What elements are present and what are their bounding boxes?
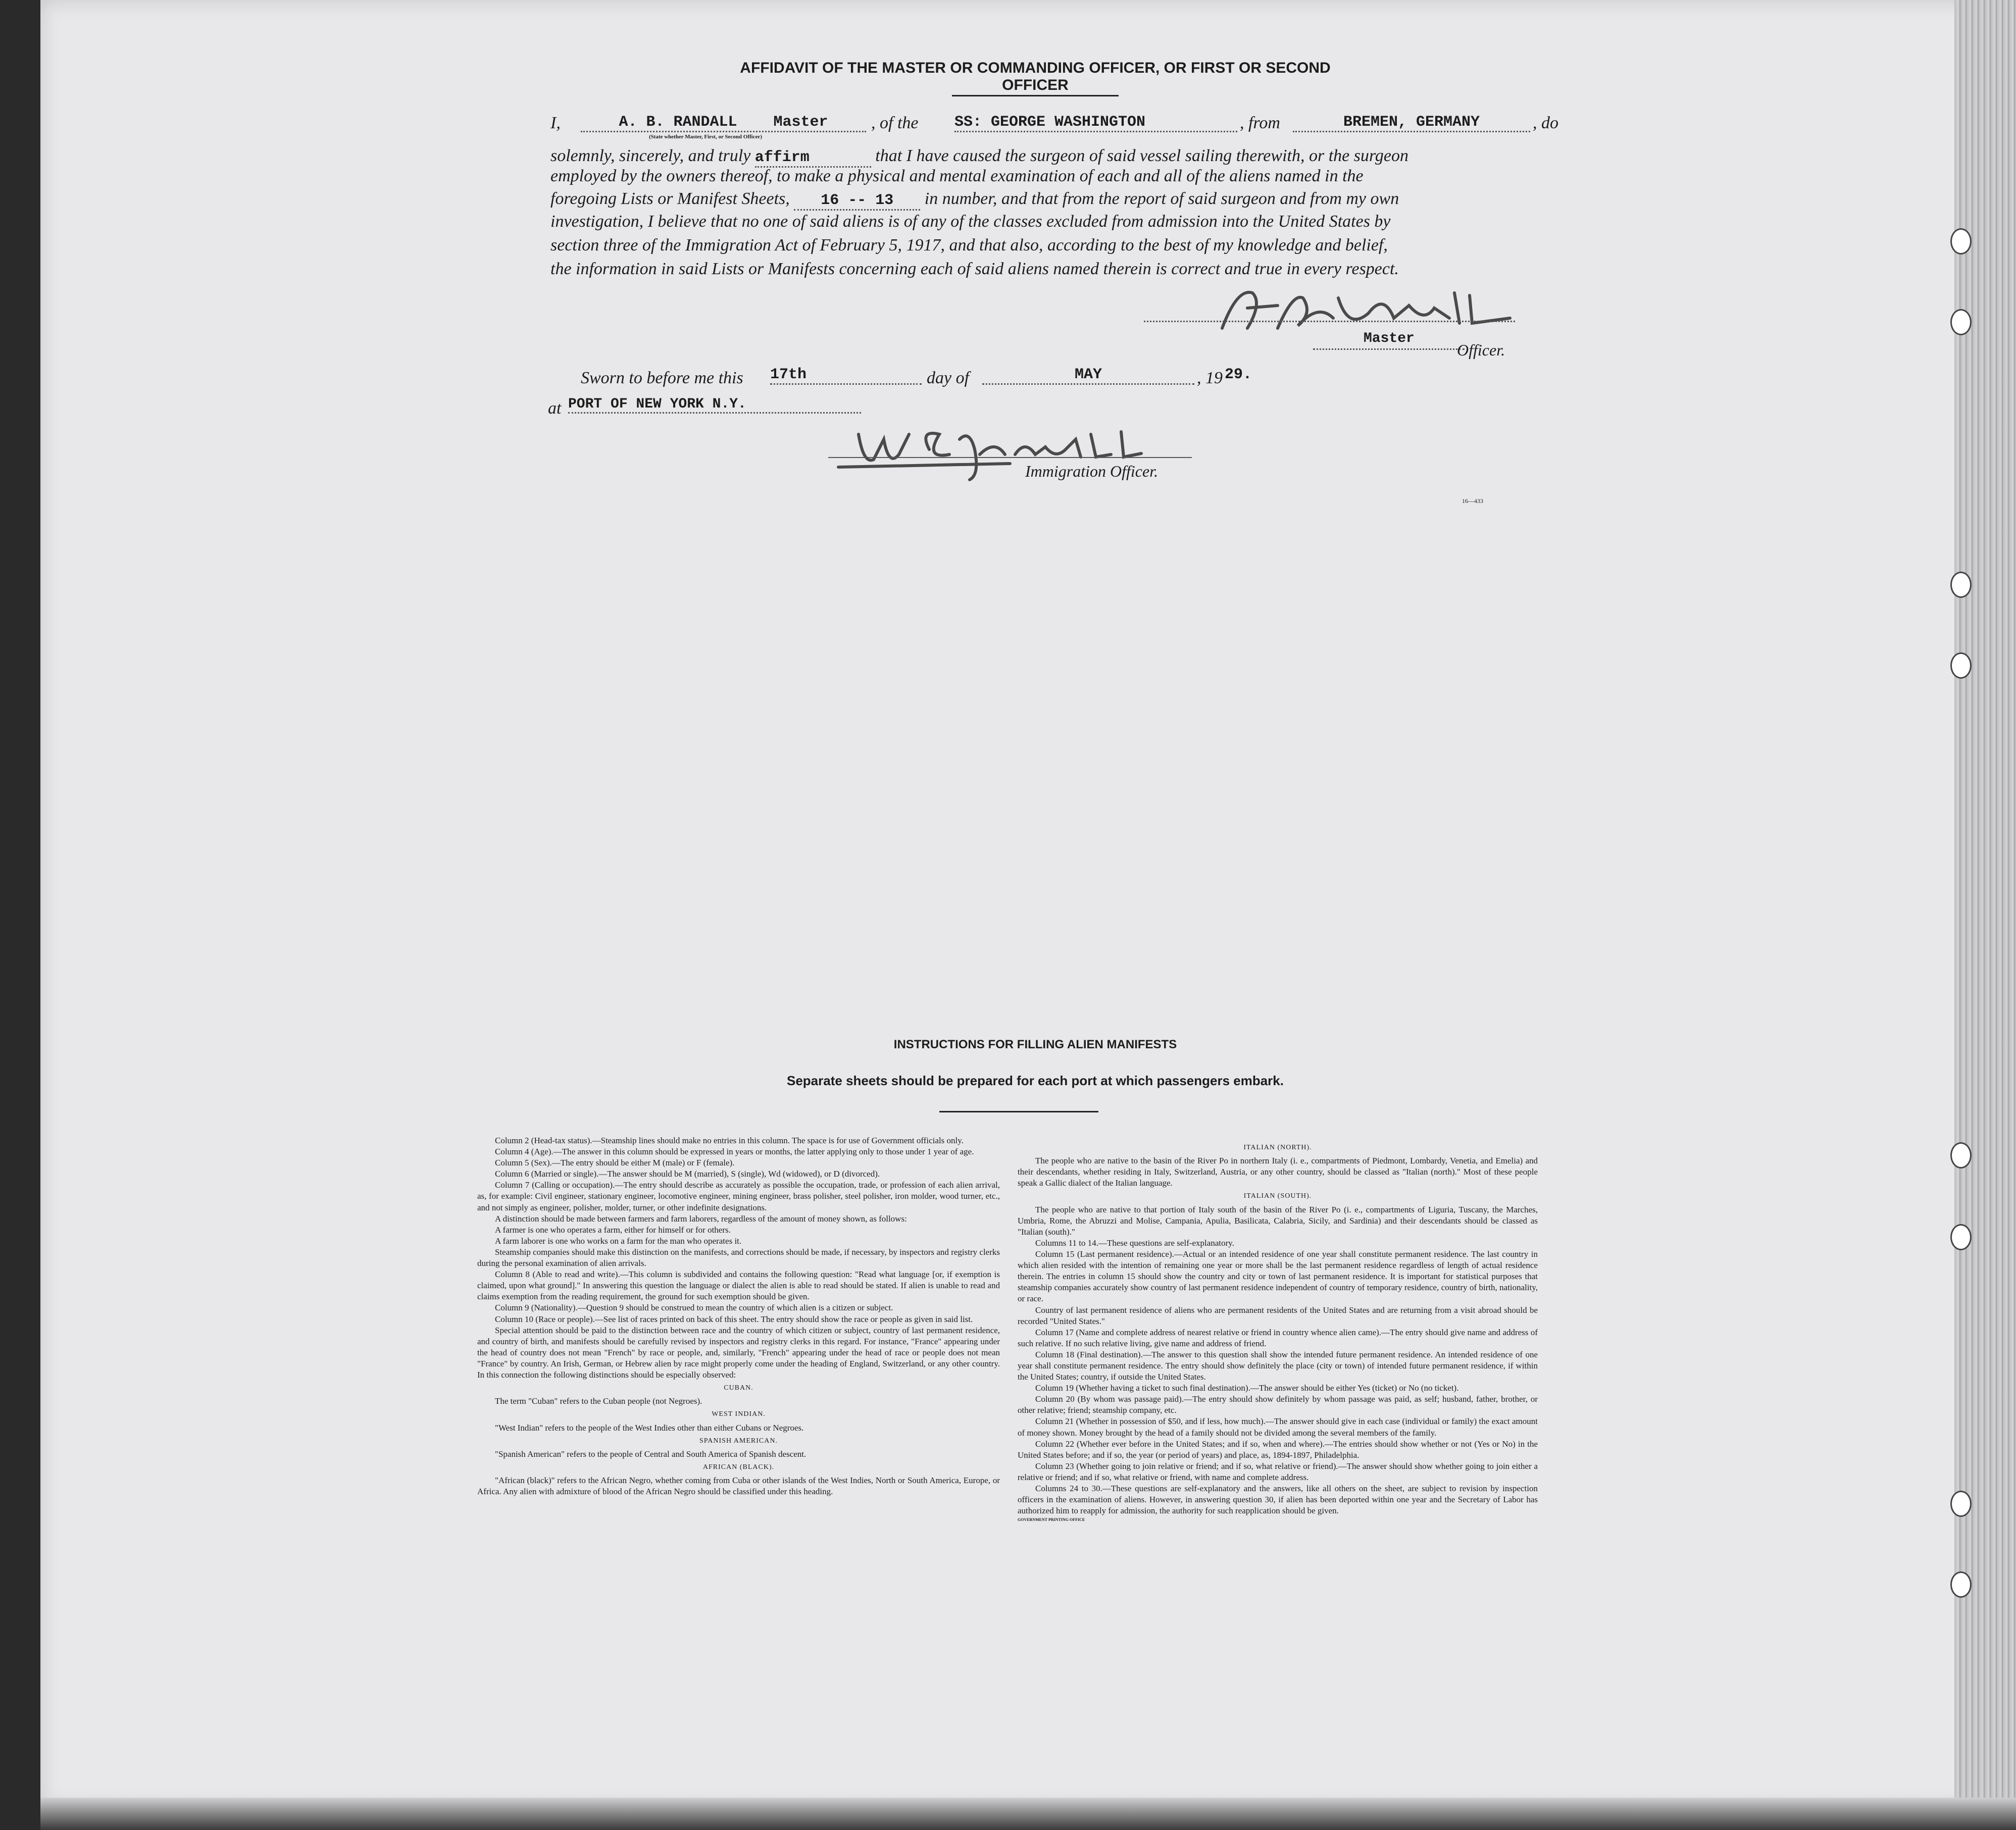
at-label: at <box>548 399 562 418</box>
i-label: I, <box>550 114 561 132</box>
instruction-para: Column 22 (Whether ever before in the United States; and if so, when and where).—The entries should show whether or not (Yes or No) in the United States before; and if so, the year (or period of years) and place, as, 1894-1897, Philadelphia. <box>1018 1439 1538 1460</box>
instruction-para: Column 20 (By whom was passage paid).—The entry should show definitely by whom passage was paid, as self; husband, father, brother, or other relative; friend; steamship company, etc. <box>1018 1394 1538 1415</box>
from-label: , from <box>1240 114 1280 132</box>
officer-label: Officer. <box>1457 341 1505 359</box>
punch-hole <box>1950 1142 1972 1168</box>
affidavit-line-6: section three of the Immigration Act of February 5, 1917, and that also, according to the best of my knowledge and belief, <box>550 236 1388 255</box>
affidavit-line-3: employed by the owners thereof, to make a physical and mental examination of each and all of the aliens named in the <box>550 167 1364 185</box>
instruction-para: A farm laborer is one who works on a farm for the man who operates it. <box>495 1236 742 1246</box>
punch-hole <box>1950 309 1972 335</box>
sworn-place-field: PORT OF NEW YORK N.Y. <box>568 396 861 414</box>
cuban-text: The term "Cuban" refers to the Cuban people (not Negroes). <box>495 1396 702 1406</box>
african-text: "African (black)" refers to the African Negro, whether coming from Cuba or other islands of the West Indies, North or South America, Europe, or Africa. Any alien with admixture of blood of the African Negro should be classified under this heading. <box>477 1476 1000 1497</box>
italian-south-heading: ITALIAN (SOUTH). <box>1243 1192 1312 1200</box>
instruction-para: Column 4 (Age).—The answer in this column should be expressed in years or months, the latter applying only to those under 1 year of age. <box>495 1147 974 1157</box>
instruction-para: Column 17 (Name and complete address of nearest relative or friend in country whence alien came).—The entry should give name and address of such relative. If no such relative living, give name and address of friend. <box>1018 1327 1538 1348</box>
instruction-para: Steamship companies should make this distinction on the manifests, and corrections should be made, if necessary, by inspectors and registry clerks during the personal examination of alien arrivals. <box>477 1247 1000 1268</box>
master-name-field <box>581 114 866 132</box>
year-suffix: 29. <box>1225 366 1252 383</box>
vessel-field: SS: GEORGE WASHINGTON <box>954 114 1237 132</box>
of-the-label: , of the <box>871 114 919 132</box>
master-name: A. B. RANDALL <box>619 114 737 131</box>
year-prefix: , 19 <box>1197 369 1223 387</box>
day-of-label: day of <box>927 369 970 387</box>
spanish-american-heading: SPANISH AMERICAN. <box>699 1437 778 1445</box>
sworn-day-field: 17th <box>770 366 922 385</box>
instruction-para: Columns 11 to 14.—These questions are self-explanatory. <box>1035 1238 1234 1248</box>
rank: Master <box>773 114 828 131</box>
italian-south-text: The people who are native to that portion of Italy south of the basin of the River Po (i. e., compartments of Liguria, Tuscany, the Marches, Umbria, Rome, the Abruzzi and Molise, Campania, Apulia, Basilicata, Calabria, Sicily, and Sardinia) and their descendants should be classed as "Italian (south)." <box>1018 1204 1538 1237</box>
instructions-title: INSTRUCTIONS FOR FILLING ALIEN MANIFESTS <box>893 1038 1177 1051</box>
punch-hole <box>1950 1571 1972 1598</box>
do-label: , do <box>1533 114 1558 132</box>
instruction-para: Column 6 (Married or single).—The answer should be M (married), S (single), Wd (widowed), or D (divorced). <box>495 1169 880 1179</box>
line4a: foregoing Lists or Manifest Sheets, <box>550 189 790 208</box>
line2a: solemnly, sincerely, and truly <box>550 146 751 165</box>
italian-north-text: The people who are native to the basin of the River Po in northern Italy (i. e., compartments of Piedmont, Lombardy, Venetia, and Emelia) and their descendants, whether residing in Italy, Switzerland, Austria, or any other country, should be classed as "Italian (north)." Most of these people speak a Gallic dialect of the Italian language. <box>1018 1156 1538 1188</box>
instruction-para: Column 15 (Last permanent residence).—Actual or an intended residence of one year shall constitute permanent residence. The last country in which alien resided with the intention of remaining one year or more shall be the last permanent residence regardless of length of actual residence therein. The entries in column 15 should show the country and city or town of last permanent residence. It is important for statistical purposes that steamship companies accurately show country of last permanent residence independent of country of temporary residence, country of birth, nationality, or race. <box>1018 1249 1538 1304</box>
instruction-para: Column 5 (Sex).—The entry should be either M (male) or F (female). <box>495 1158 735 1168</box>
cuban-heading: CUBAN. <box>724 1384 753 1392</box>
instruction-para: Column 7 (Calling or occupation).—The entry should describe as accurately as possible the occupation, trade, or profession of each alien arrival, as, for example: Civil engineer, stationary engineer, locomotive engineer, mining engineer, brass polisher, steel polisher, iron molder, wood turner, etc., and not simply as engineer, polisher, molder, turner, or other indefinite designations. <box>477 1180 1000 1212</box>
west-indian-text: "West Indian" refers to the people of the West Indies other than either Cubans or Negroes. <box>495 1422 804 1433</box>
signer-rank: Master <box>1364 331 1415 346</box>
sheets-field: 16 -- 13 <box>794 192 920 211</box>
punch-hole <box>1950 1491 1972 1517</box>
stacked-page-edges <box>1954 0 2016 1830</box>
instructions-left-column <box>477 1135 1000 1497</box>
instructions-right-column <box>1018 1140 1538 1523</box>
instruction-para: Column 10 (Race or people).—See list of races printed on back of this sheet. The entry should show the race or people as given in said list. <box>495 1314 973 1324</box>
affidavit-line-1 <box>550 114 1558 140</box>
officer-signature-line <box>828 457 1192 458</box>
punch-hole <box>1950 572 1972 598</box>
instruction-para: Column 9 (Nationality).—Question 9 should be construed to mean the country of which alien is a citizen or subject. <box>495 1303 893 1313</box>
master-signature <box>1217 283 1520 338</box>
instruction-para: Column 23 (Whether going to join relative or friend; and if so, what relative or friend).—The answer should show whether going to join either a relative or friend; and if so, what relative or friend, with name and complete address. <box>1018 1461 1538 1482</box>
spanish-american-text: "Spanish American" refers to the people of Central and South America of Spanish descent. <box>495 1449 807 1459</box>
instruction-para: Column 8 (Able to read and write).—This column is subdivided and contains the following question: "Read what language [or, if exemption is claimed, upon what ground]." In answering this question the language or dialect the alien is able to read should be stated. If alien is unable to read and claims exemption from the reading requirement, the ground for such exemption should be given. <box>477 1269 1000 1302</box>
affidavit-line-2 <box>550 146 1408 168</box>
italian-north-heading: ITALIAN (NORTH). <box>1243 1144 1312 1151</box>
west-indian-heading: WEST INDIAN. <box>712 1410 766 1418</box>
sworn-month-field: MAY <box>982 366 1194 385</box>
line2b: that I have caused the surgeon of said vessel sailing therewith, or the surgeon <box>875 146 1409 165</box>
instruction-para: Column 19 (Whether having a ticket to such final destination).—The answer should be either Yes (ticket) or No (no ticket). <box>1035 1383 1459 1393</box>
affidavit-line-7: the information in said Lists or Manifests concerning each of said aliens named therein is correct and true in every respect. <box>550 260 1399 278</box>
african-heading: AFRICAN (BLACK). <box>702 1463 775 1471</box>
rank-line <box>1313 348 1465 350</box>
sworn-label: Sworn to before me this <box>581 369 743 387</box>
affidavit-title: AFFIDAVIT OF THE MASTER OR COMMANDING OFFICER, OR FIRST OR SECOND OFFICER <box>740 60 1331 93</box>
instruction-para: Column 18 (Final destination).—The answer to this question shall show the intended future permanent residence. An intended residence of one year shall constitute permanent residence. The entry should show definitely the place (city or town) of intended future permanent residence, if within the United States; country, if outside the United States. <box>1018 1349 1538 1382</box>
affidavit-line-4 <box>550 189 1399 211</box>
instruction-para: A farmer is one who operates a farm, either for himself or for others. <box>495 1225 731 1235</box>
instruction-para: Column 2 (Head-tax status).—Steamship lines should make no entries in this column. The space is for use of Government officials only. <box>495 1136 964 1145</box>
affidavit-line-5: investigation, I believe that no one of said aliens is of any of the classes excluded from admission into the United States by <box>550 212 1391 231</box>
instruction-para: Column 21 (Whether in possession of $50, and if less, how much).—The answer should give in each case (individual or family) the exact amount of money shown. Money brought by the head of a family should not be divided among the several members of the family. <box>1018 1416 1538 1438</box>
instructions-rule <box>939 1111 1098 1112</box>
printer-mark: GOVERNMENT PRINTING OFFICE <box>1018 1517 1085 1522</box>
oath-field: affirm <box>755 149 871 168</box>
instruction-para: A distinction should be made between farmers and farm laborers, regardless of the amount of money shown, as follows: <box>495 1213 907 1224</box>
line4b: in number, and that from the report of said surgeon and from my own <box>924 189 1399 208</box>
port-from-field: BREMEN, GERMANY <box>1293 114 1530 132</box>
rank-note: (State whether Master, First, or Second Officer) <box>649 134 763 140</box>
signature-line <box>1144 321 1515 322</box>
instruction-para: Columns 24 to 30.—These questions are self-explanatory and the answers, like all others on the sheet, are subject to revision by inspection officers in the examination of aliens. However, in answering question 30, if alien has been deported within one year and the Secretary of Labor has authorized him to reapply for admission, the authority for such reapplication should be given. <box>1018 1484 1538 1516</box>
instructions-subtitle: Separate sheets should be prepared for each port at which passengers embark. <box>787 1073 1284 1088</box>
form-number: 16—433 <box>1462 497 1483 504</box>
page-bottom-edge <box>40 1798 2016 1830</box>
punch-hole <box>1950 652 1972 679</box>
instruction-para: Country of last permanent residence of aliens who are permanent residents of the United States and are returning from a visit abroad should be recorded "United States." <box>1018 1305 1538 1326</box>
instruction-para: Special attention should be paid to the distinction between race and the country of which citizen or subject, country of last permanent residence, and country of birth, and manifests should be carefully revised by inspectors and registry clerks in this regard. For instance, "France" appearing under the head of country does not mean "French" by race or people, and, similarly, "French" appearing under the head of race or people does not mean "France" by country. An Irish, German, or Hebrew alien by race might properly come under the heading of England, Switzerland, or any other country. In this connection the following distinctions should be especially observed: <box>477 1325 1000 1380</box>
immigration-officer-label: Immigration Officer. <box>1025 462 1158 480</box>
punch-hole <box>1950 228 1972 255</box>
punch-hole <box>1950 1224 1972 1250</box>
title-rule <box>952 95 1119 96</box>
